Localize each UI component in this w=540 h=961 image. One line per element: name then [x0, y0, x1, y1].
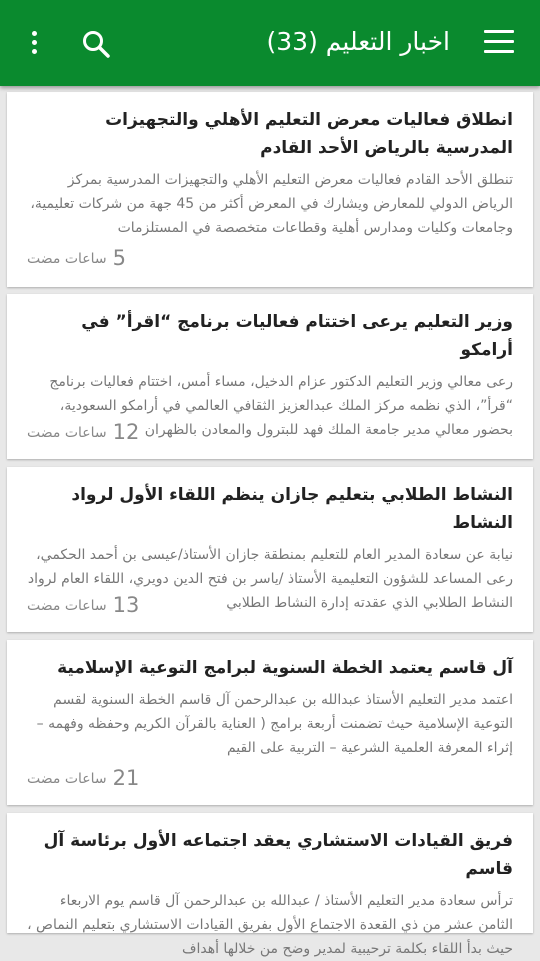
news-title[interactable]: وزير التعليم يرعى اختتام فعاليات برنامج “اقرأ” في أرامكو	[81, 312, 513, 360]
news-card[interactable]	[7, 813, 533, 957]
time-unit: ساعات مضت	[27, 598, 107, 614]
page-title: اخبار التعليم (33)	[266, 27, 450, 56]
app-bar	[0, 0, 540, 86]
news-card[interactable]	[7, 294, 533, 459]
news-summary: ترأس سعادة مدير التعليم الأستاذ / عبدالله بن عبدالرحمن آل قاسم يوم الاربعاء الثامن عشر من ذي القعدة الاجتماع الأول بفريق القيادات الاستشاري بتعليم النماص ، حيث بدأ اللقاء بكلمة ترحيبية لمدير وضح من خلالها أهداف	[27, 893, 513, 957]
time-value: 5	[112, 246, 127, 270]
time-value: 13	[112, 593, 140, 617]
news-title[interactable]: انطلاق فعاليات معرض التعليم الأهلي والتجهيزات المدرسية بالرياض الأحد القادم	[105, 110, 513, 158]
news-summary: نيابة عن سعادة المدير العام للتعليم بمنطقة جازان الأستاذ/عيسى بن أحمد الحكمي، رعى المساعد للشؤون التعليمية الأستاذ /ياسر بن فتح الدين دويري، اللقاء العام لرواد النشاط الطلابي الذي عقدته إدارة النشاط الطلابي	[27, 547, 513, 611]
news-time	[27, 420, 139, 444]
time-unit: ساعات مضت	[27, 251, 107, 267]
news-time	[27, 593, 139, 617]
time-unit: ساعات مضت	[27, 425, 107, 441]
news-summary: رعى معالي وزير التعليم الدكتور عزام الدخيل، مساء أمس، اختتام فعاليات برنامج “قرأ”، الذي نظمه مركز الملك عبدالعزيز الثقافي العالمي في أرامكو السعودية، بحضور معالي مدير جامعة الملك فهد للبترول والمعادن بالظهران	[49, 374, 513, 438]
news-title[interactable]: آل قاسم يعتمد الخطة السنوية لبرامج التوعية الإسلامية	[57, 658, 513, 678]
news-card[interactable]	[7, 467, 533, 632]
time-unit: ساعات مضت	[27, 771, 107, 787]
news-summary: تنطلق الأحد القادم فعاليات معرض التعليم الأهلي والتجهيزات المدرسية بمركز الرياض الدولي للمعارض ويشارك في المعرض أكثر من 45 جهة من شركات تعليمية، وجامعات وكليات ومدارس أهلية وقطاعات متخصصة في المستلزمات	[30, 172, 513, 236]
time-value: 12	[112, 420, 140, 444]
news-card[interactable]	[7, 92, 533, 287]
search-icon[interactable]	[80, 28, 112, 60]
more-vert-icon[interactable]	[24, 28, 44, 60]
news-title[interactable]: فريق القيادات الاستشاري يعقد اجتماعه الأول برئاسة آل قاسم	[43, 831, 513, 879]
news-time	[27, 766, 139, 790]
news-summary: اعتمد مدير التعليم الأستاذ عبدالله بن عبدالرحمن آل قاسم الخطة السنوية لقسم التوعية الإسلامية حيث تضمنت أربعة برامج ( العناية بالقرآن الكريم وحفظه وفهمه – إثراء المعرفة العلمية الشرعية – التربية على القيم	[36, 692, 513, 756]
time-value: 21	[112, 766, 140, 790]
news-title[interactable]: النشاط الطلابي بتعليم جازان ينظم اللقاء الأول لرواد النشاط	[71, 485, 513, 533]
hamburger-menu-icon[interactable]	[484, 30, 514, 54]
news-card[interactable]	[7, 640, 533, 805]
news-time	[27, 246, 126, 270]
